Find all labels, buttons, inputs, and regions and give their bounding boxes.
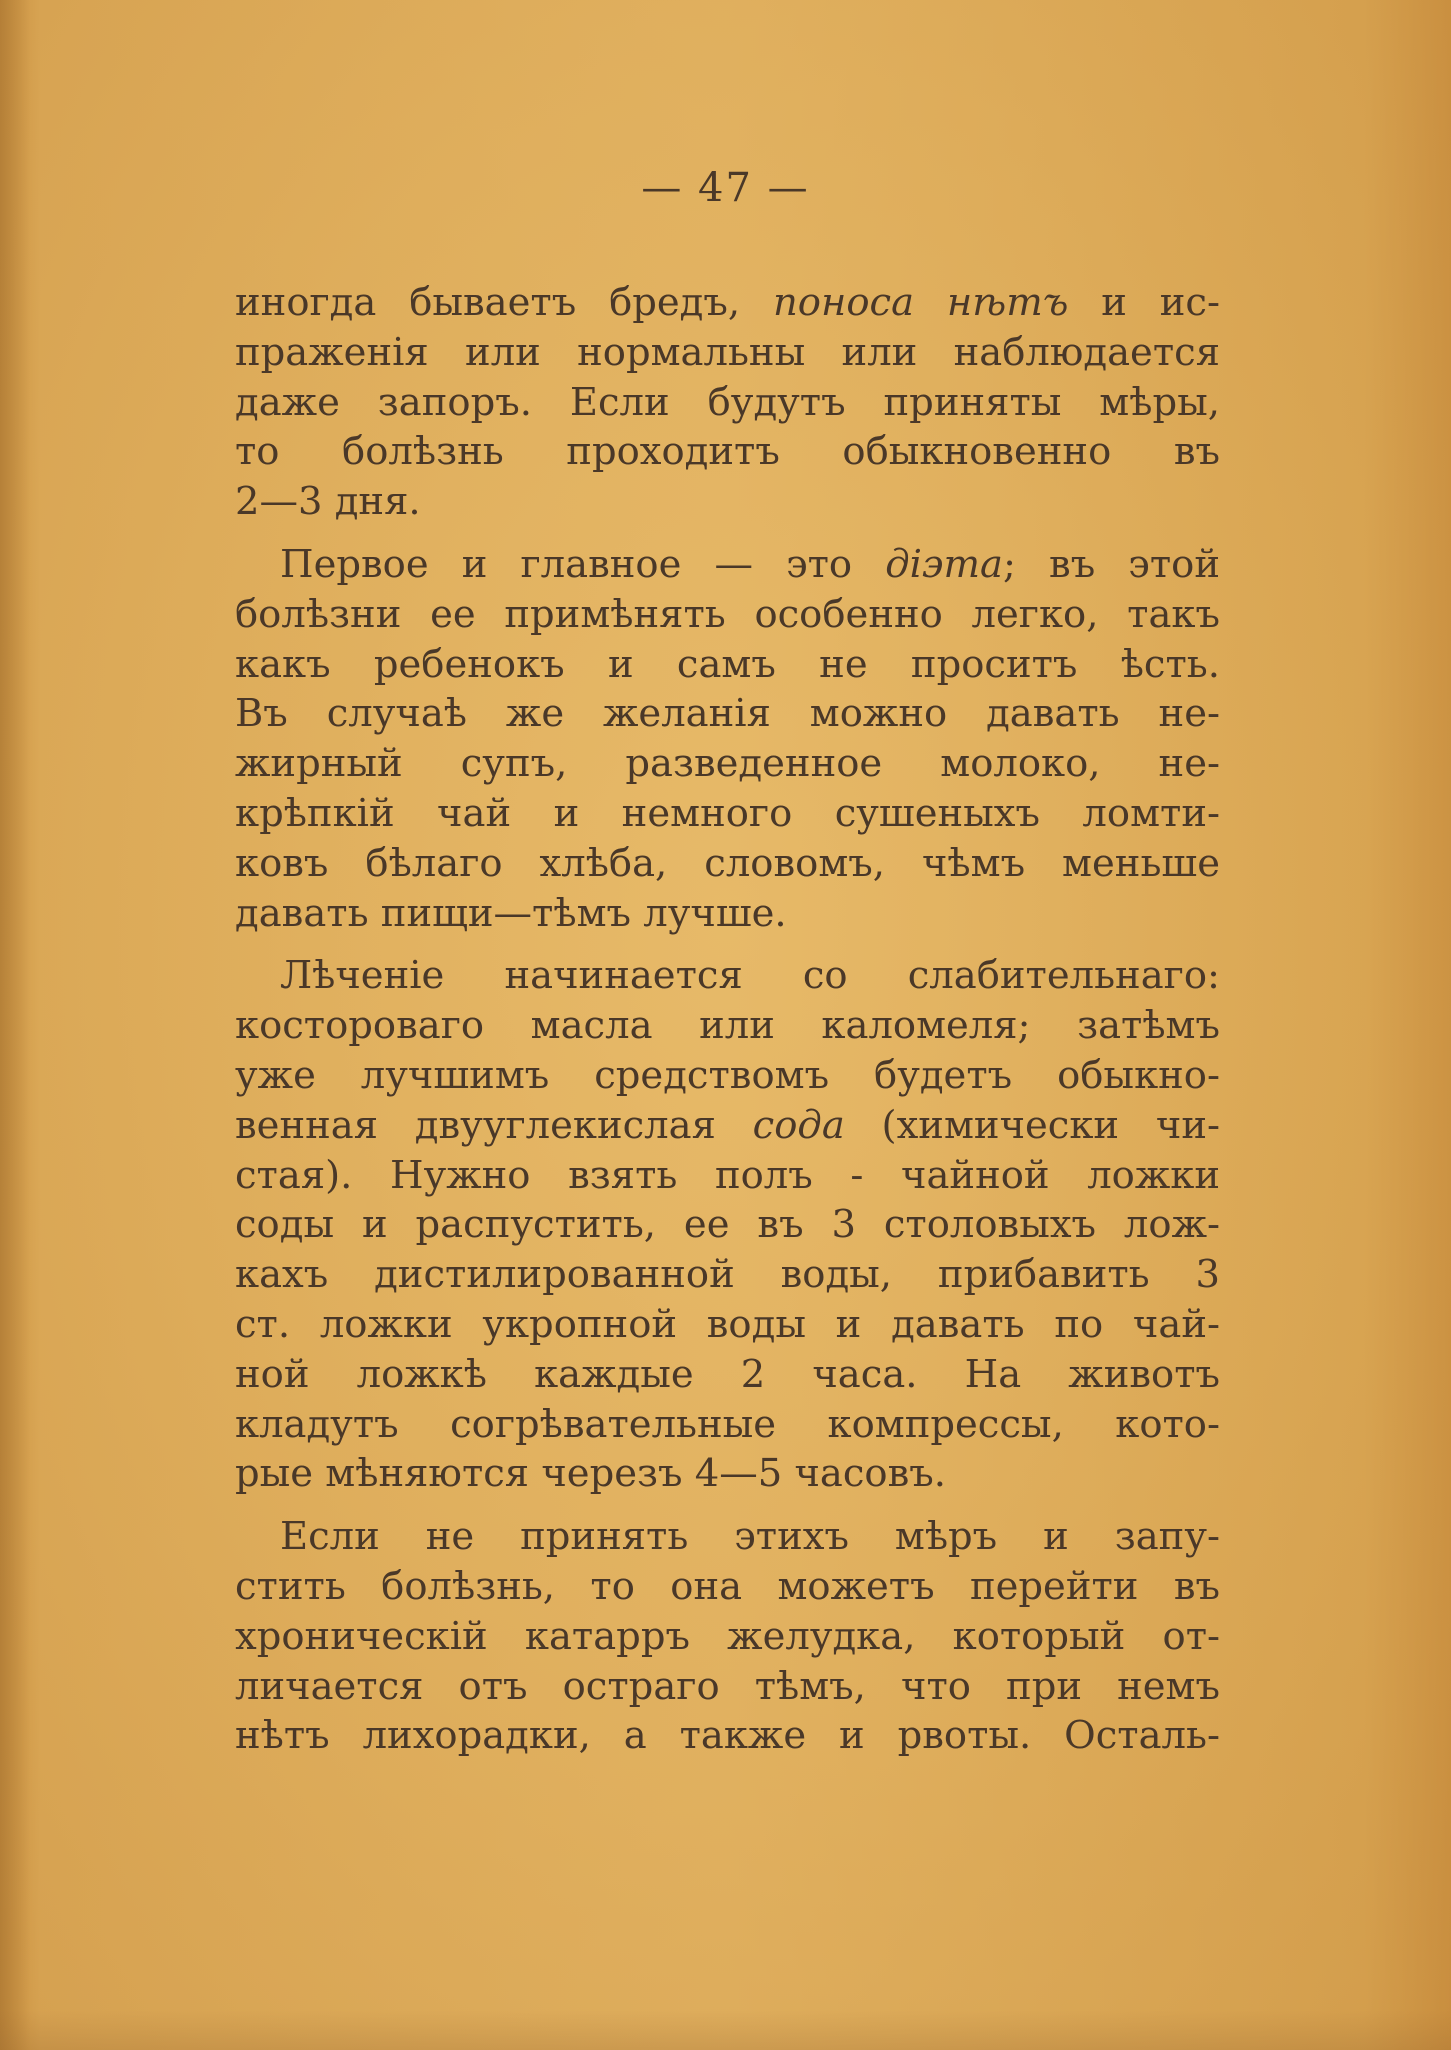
text-segment: какъ ребенокъ и самъ не проситъ ѣсть. [235,641,1220,687]
text-line [235,640,1220,690]
text-segment: праженія или нормальны или наблюдается [235,329,1220,375]
text-segment: стая). Нужно взять полъ - чайной ложки [235,1152,1220,1198]
text-line [235,1300,1220,1350]
text-line [235,1662,1220,1712]
text-line [235,1200,1220,1250]
text-segment: рые мѣняются черезъ 4—5 часовъ. [235,1451,947,1497]
text-line [235,540,1220,590]
page-number: — 47 — [641,165,810,211]
text-segment: давать пищи—тѣмъ лучше. [235,890,787,936]
text-segment: личается отъ остраго тѣмъ, что при немъ [235,1663,1220,1709]
text-line [235,1151,1220,1201]
text-segment: хроническій катарръ желудка, который от- [235,1613,1220,1659]
text-line [235,378,1220,428]
italic-text: діэта [885,541,1003,587]
text-segment: (химически чи- [844,1102,1220,1148]
text-segment: ной ложкѣ каждые 2 часа. На животъ [235,1351,1220,1397]
body-text [235,278,1220,1761]
text-segment: Если не принять этихъ мѣръ и запу- [280,1514,1220,1560]
paragraph [235,951,1220,1499]
text-line [235,328,1220,378]
text-line [235,951,1220,1001]
text-segment: даже запоръ. Если будутъ приняты мѣры, [235,379,1220,425]
italic-text: поноса нѣтъ [773,280,1069,325]
text-line [235,1562,1220,1612]
text-segment: ; въ этой [1002,541,1220,587]
text-line [235,1350,1220,1400]
text-line [235,1512,1220,1562]
page-edge-shadow [0,0,30,2050]
text-line [235,1400,1220,1450]
text-line [235,839,1220,889]
text-line [235,1612,1220,1662]
italic-text: сода [752,1102,845,1148]
text-line [235,689,1220,739]
text-line [235,1250,1220,1300]
text-line [235,1051,1220,1101]
text-segment: уже лучшимъ средствомъ будетъ обыкно- [235,1052,1220,1098]
text-line [235,1101,1220,1151]
paragraph [235,540,1220,938]
text-line [235,1449,1220,1499]
text-line [235,590,1220,640]
text-segment: 2—3 дня. [235,479,421,525]
text-line [235,278,1220,328]
text-segment: болѣзни ее примѣнять особенно легко, такъ [235,591,1220,637]
text-segment: ст. ложки укропной воды и давать по чай- [235,1301,1220,1347]
text-segment: Первое и главное — это [280,541,886,587]
text-segment: кладутъ согрѣвательные компрессы, кото- [235,1401,1220,1447]
text-segment: нѣтъ лихорадки, а также и рвоты. Осталь- [235,1713,1220,1759]
text-segment: и ис- [1068,280,1221,325]
text-segment: то болѣзнь проходитъ обыкновенно въ [235,429,1220,475]
text-line [235,739,1220,789]
text-segment: ковъ бѣлаго хлѣба, словомъ, чѣмъ меньше [235,840,1220,886]
text-line [235,477,1220,527]
text-segment: кахъ дистилированной воды, прибавить 3 [235,1252,1220,1298]
text-line [235,427,1220,477]
text-line [235,1001,1220,1051]
text-line [235,889,1220,939]
text-segment: костороваго масла или каломеля; затѣмъ [235,1003,1220,1049]
paragraph [235,278,1220,527]
page-bottom-shadow [0,2010,1451,2050]
text-segment: стить болѣзнь, то она можетъ перейти въ [235,1563,1220,1609]
text-segment: Лѣченіе начинается со слабительнаго: [280,953,1220,999]
paragraph [235,1512,1220,1761]
text-segment: венная двууглекислая [235,1102,753,1148]
text-line [235,789,1220,839]
text-segment: крѣпкій чай и немного сушеныхъ ломти- [235,790,1220,836]
text-segment: Въ случаѣ же желанія можно давать не- [235,691,1220,737]
text-segment: соды и распустить, ее въ 3 столовыхъ лож- [235,1202,1220,1248]
text-segment: жирный супъ, разведенное молоко, не- [235,741,1220,787]
text-line [235,1711,1220,1761]
text-segment: иногда бываетъ бредъ, [235,280,773,325]
